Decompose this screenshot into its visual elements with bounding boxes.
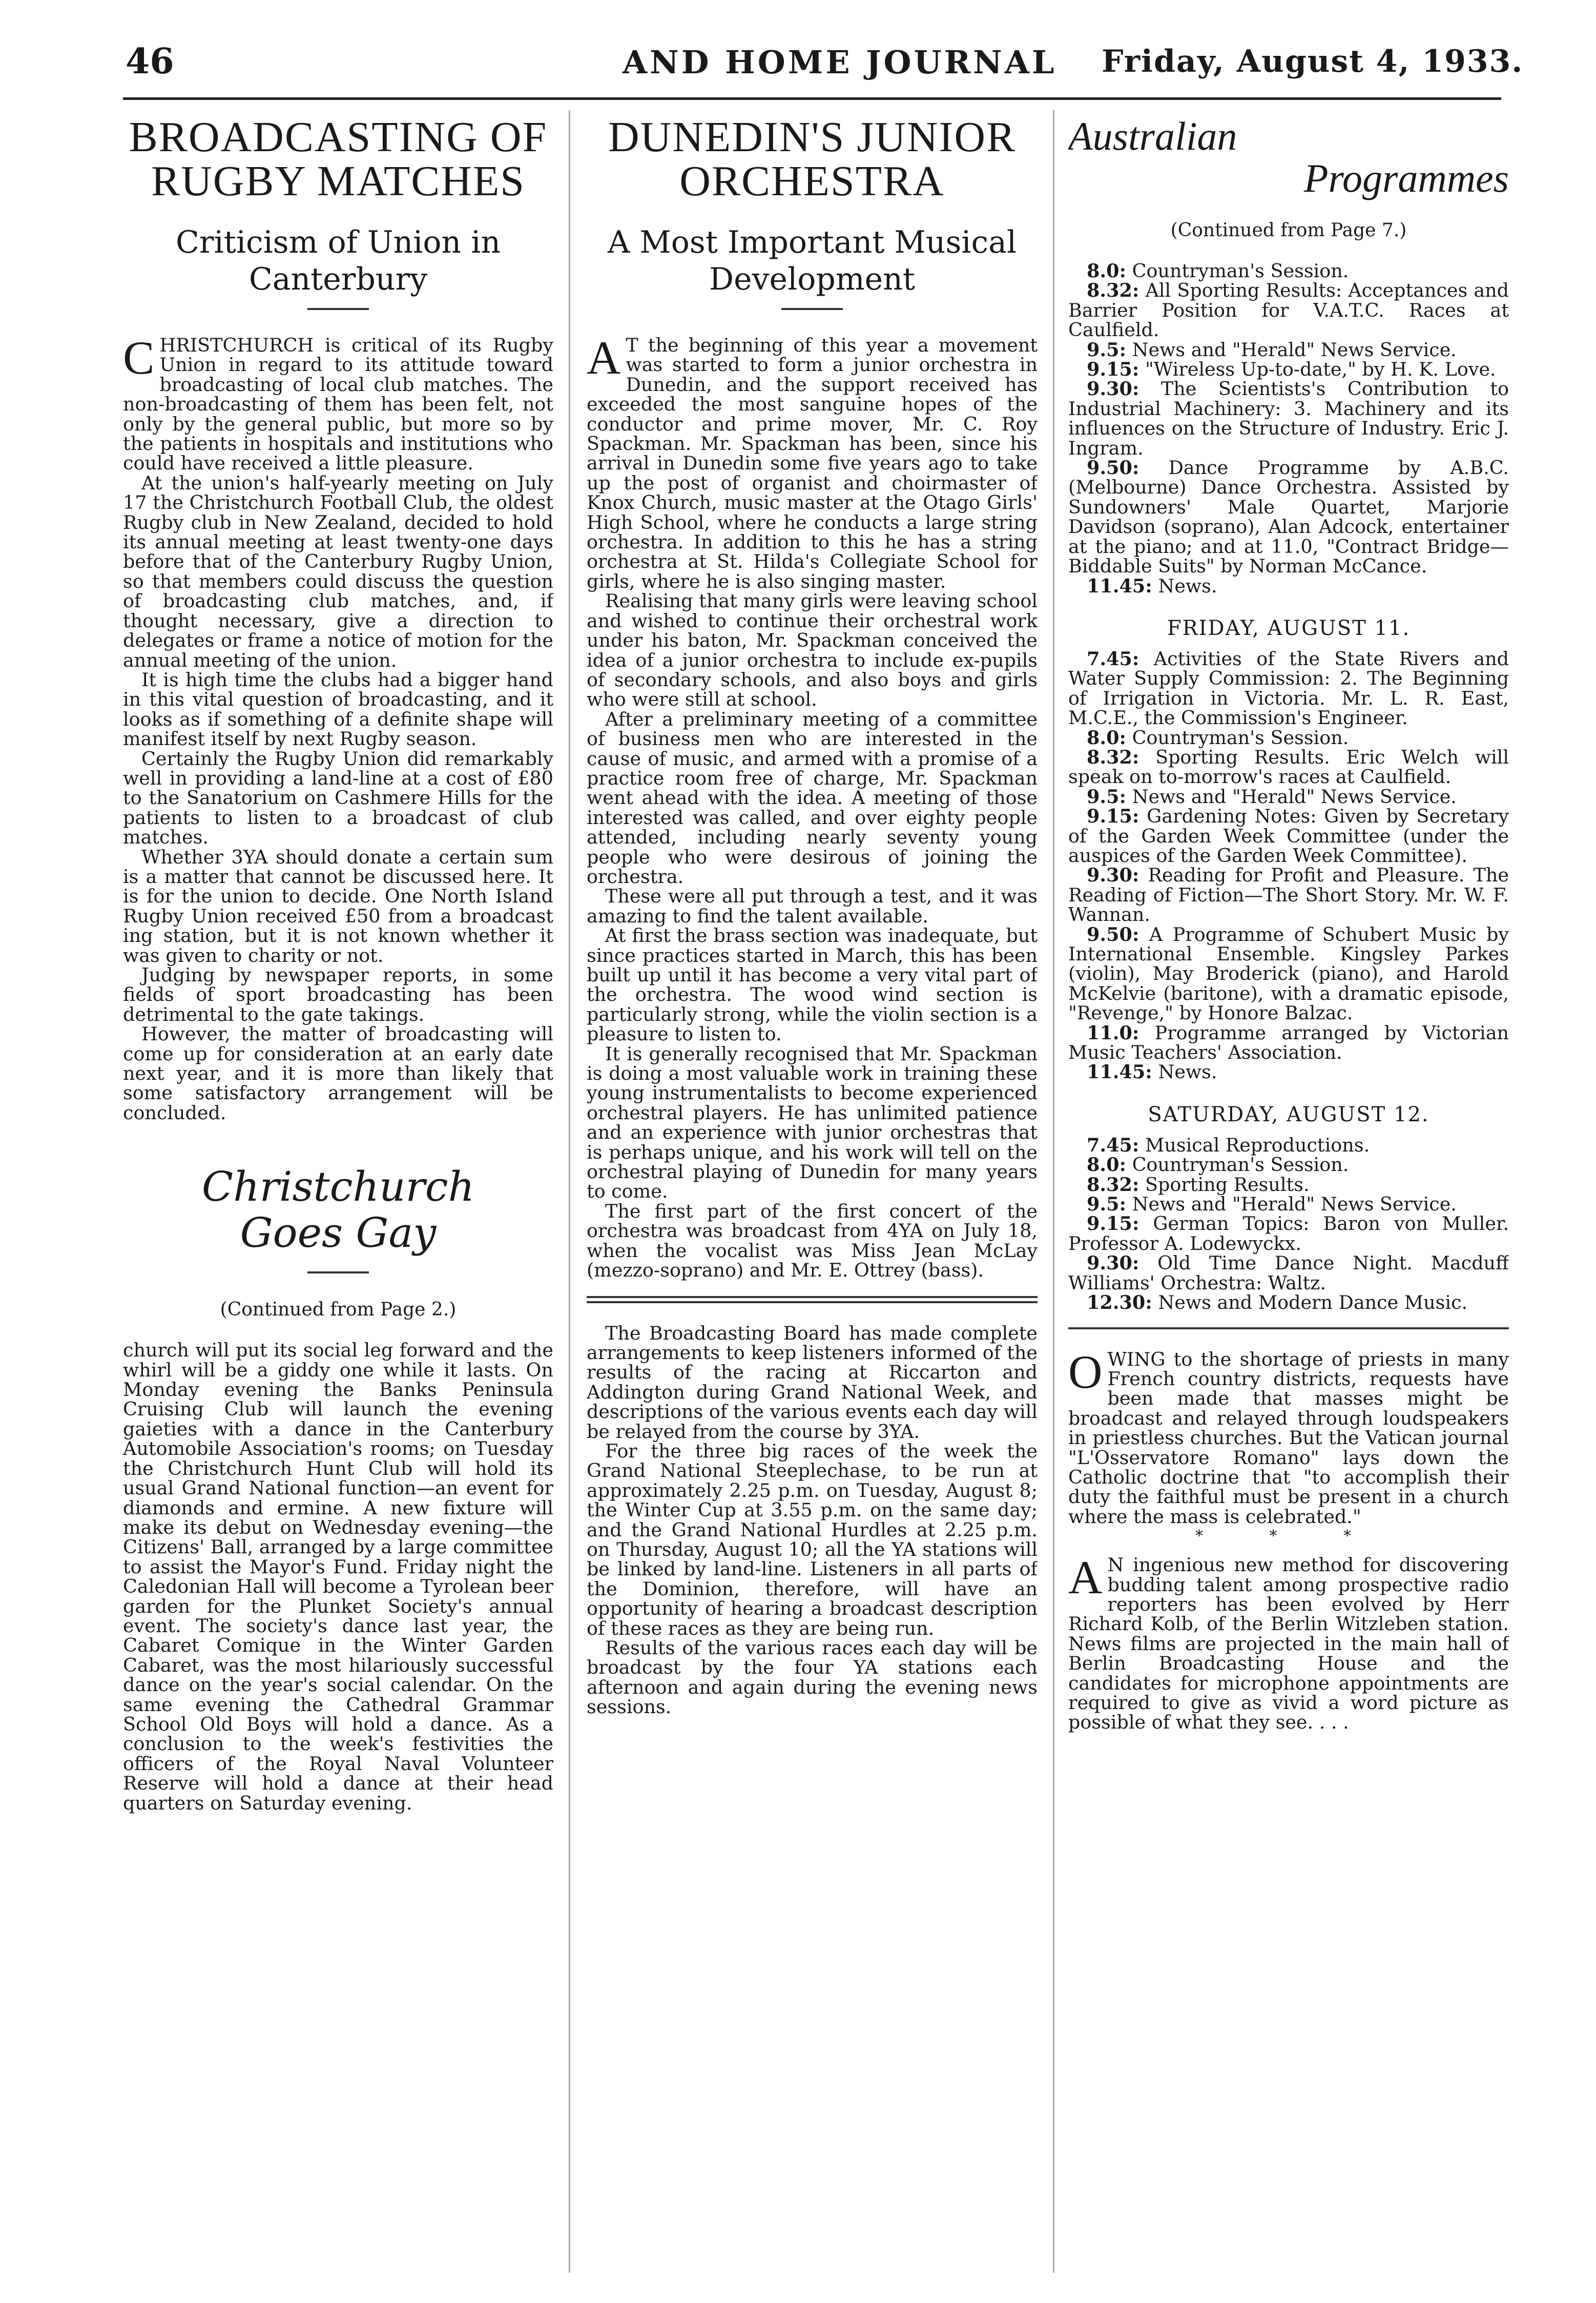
programme-text: Reading for Profit and Pleasure. The Reading of Fiction—The Short Story. Mr. W. F. Wannan. [1068,864,1509,926]
programme-time: 9.50: [1087,457,1139,479]
programme-text: Activities of the State Rivers and Water Supply Commission: 2. The Beginning of Irrigation in Victoria. Mr. L. R. East, M.C.E., the Commission's Engineer. [1068,647,1509,729]
programme-text: Countryman's Session. [1132,726,1349,749]
programme-item [1068,1175,1509,1195]
programme-text: News. [1158,574,1217,597]
column-orchestra [587,108,1038,2286]
article-paragraph: Whether 3YA should donate a certain sum is a matter that cannot be discussed here. It is for the union to decide. One North Island Rugby Union received £50 from a broadcast ing station, but it is not known whether it was given to charity or not. [123,846,553,967]
programme-text: All Sporting Results: Acceptances and Barrier Position for V.A.T.C. Races at Caulfield. [1068,279,1509,341]
programme-item [1068,787,1509,807]
issue-date: Friday, August 4, 1933. [1102,44,1524,79]
column-divider [1053,110,1054,2273]
column-programmes [1068,108,1509,2286]
programme-time: 9.30: [1087,378,1139,400]
continued-note: (Continued from Page 2.) [220,1299,457,1321]
article-paragraph: At first the brass section was inadequate, but since practices started in March, this has been built up until it has become a very vital part of the orchestra. The wood wind section is particularly strong, while the violin section is a pleasure to listen to. [587,924,1038,1045]
article-subhead: A Most Important Musical Development [607,224,1017,297]
article-headline: Australian Programmes [1068,114,1509,200]
article-paragraph: At the union's half-yearly meeting on July 17 the Christchurch Football Club, the oldest Rugby club in New Zealand, decided to hold its annual meeting at least twenty-one days before that of the Canterbury Rugby Union, so that members could discuss the question of broadcasting club matches, and, if thought necessary, give a direction to delegates or frame a notice of motion for the annual meeting of the union. [123,471,553,671]
programme-item [1068,728,1509,748]
programme-item [1068,1214,1509,1253]
programme-time: 8.32: [1087,746,1139,768]
programme-time: 9.5: [1087,338,1126,361]
divider [307,308,369,310]
article-subhead: Criticism of Union in Canterbury [175,224,501,297]
article-headline: Christchurch Goes Gay [201,1163,475,1257]
article-paragraph: After a preliminary meeting of a committee of business men who are interested in the cause of music, and armed with a promise of a practice room free of charge, Mr. Spackman went ahead with the idea. A meeting of those interested was called, and over eighty people attended, including nearly seventy young people who were desirous of joining the orchestra. [587,708,1038,888]
programme-time: 9.50: [1087,923,1139,945]
programme-text: Sporting Results. Eric Welch will speak on to-morrow's races at Caulfield. [1068,746,1509,788]
programme-item [1068,649,1509,728]
article-paragraph: It is high time the clubs had a bigger hand in this vital question of broadcasting, and it looks as if something of a definite shape will manifest itself by next Rugby season. [123,668,553,750]
section-stars: * * * [1195,1527,1382,1546]
programme-time: 9.15: [1087,1212,1139,1235]
programme-item [1068,1253,1509,1293]
programme-item [1068,1195,1509,1214]
article-paragraph: Certainly the Rugby Union did remarkably well in providing a land-line at a cost of £80 to the Sanatorium on Cashmere Hills for the patients to listen to a broadcast of club matches. [123,747,553,849]
header-rule [123,97,1501,100]
divider [587,1296,1038,1303]
programme-item [1068,360,1509,379]
programme-text: "Wireless Up-to-date," by H. K. Love. [1145,358,1496,381]
programme-text: Programme arranged by Victorian Music Teachers' Association. [1068,1021,1509,1064]
article-paragraph: CHRISTCHURCH is critical of its Rugby Union in regard to its attitude toward broadcasting of local club matches. The non-broadcasting of them has been felt, not only by the general public, but more so by the patients in hospitals and institutions who could have received a little pleasure. [123,332,553,475]
drop-cap: A [1068,1551,1103,1604]
page-number: 46 [126,41,174,82]
article-paragraph: OWING to the shortage of priests in many French country districts, requests have been made that masses might be broadcast and relayed through loudspeakers in priestless churches. But the Vatican journal "L'Osservatore Romano" lays down the Catholic doctrine that "to accomplish their duty the faithful must be present in a church where the mass is celebrated." [1068,1345,1509,1528]
programme-text: Countryman's Session. [1132,1154,1349,1176]
divider [1068,1327,1509,1329]
day-heading: FRIDAY, AUGUST 11. [1167,616,1411,640]
article-paragraph: Realising that many girls were leaving school and wished to continue their orchestral work under his baton, Mr. Spackman conceived the idea of a junior orchestra to include ex-pupils of secondary schools, and also boys and girls who were still at school. [587,590,1038,711]
drop-cap: O [1068,1345,1103,1398]
programme-text: A Programme of Schubert Music by International Ensemble. Kingsley Parkes (violin), May Broderick (piano), and Harold McKelvie (baritone), with a dramatic episode, "Revenge," by Honore Balzac. [1068,923,1509,1024]
programme-time: 9.30: [1087,864,1139,887]
programme-item [1068,1155,1509,1175]
programme-item [1068,1062,1509,1082]
page-header [0,0,1596,102]
programme-item [1068,866,1509,924]
programme-text: News and "Herald" News Service. [1132,785,1457,808]
programme-item [1068,748,1509,787]
programme-item [1068,340,1509,360]
programme-item [1068,458,1509,576]
article-paragraph: It is generally recognised that Mr. Spackman is doing a most valuable work in training these young instrumentalists to become experienced orchestral players. He has unlimited patience and an experience with junior orchestras that is perhaps unique, and his work will tell on the orchestral playing of Dunedin for many years to come. [587,1042,1038,1203]
programme-item [1068,261,1509,281]
programme-time: 8.0: [1087,260,1126,282]
programme-time: 8.0: [1087,726,1126,749]
programme-time: 9.30: [1087,1252,1139,1274]
programme-time: 7.45: [1087,647,1139,670]
article-paragraph: Judging by newspaper reports, in some fields of sport broadcasting has been detrimental to the gate takings. [123,964,553,1025]
article-paragraph: A N ingenious new method for discovering budding talent among prospective radio reporters has been evolved by Herr Richard Kolb, of the Berlin Witzleben station. News films are projected in the main hall of Berlin Broadcasting House and the candidates for microphone appointments are required to give as vivid a word picture as possible of what they see. . . . [1068,1551,1509,1734]
programme-time: 9.5: [1087,785,1126,808]
programme-item [1068,807,1509,866]
programme-item [1068,1023,1509,1063]
programme-text: Gardening Notes: Given by Secretary of the Garden Week Committee (under the auspices of the Garden Week Committee). [1068,805,1509,867]
programme-time: 8.32: [1087,279,1139,302]
programme-text: Musical Reproductions. [1145,1134,1370,1156]
column-rugby [123,108,553,2286]
article-paragraph: The first part of the first concert of the orchestra was broadcast from 4YA on July 18, when the vocalist was Miss Jean McLay (mezzo-soprano) and Mr. E. Ottrey (bass). [587,1200,1038,1282]
programme-text: News and "Herald" News Service. [1132,1193,1457,1216]
programme-item [1068,1293,1509,1312]
programme-time: 9.15: [1087,805,1139,828]
continued-note: (Continued from Page 7.) [1170,220,1407,241]
article-headline: DUNEDIN'S JUNIOR ORCHESTRA [608,113,1017,205]
programme-time: 11.0: [1087,1021,1139,1044]
programme-text: News and "Herald" News Service. [1132,338,1457,361]
programme-time: 11.45: [1087,574,1152,597]
programme-time: 9.15: [1087,358,1139,381]
divider [781,308,843,310]
programme-text: News. [1158,1061,1217,1083]
programme-text: News and Modern Dance Music. [1158,1291,1468,1314]
programme-item [1068,379,1509,458]
article-paragraph: Results of the various races each day will be broadcast by the four YA stations each afternoon and again during the evening news sessions. [587,1637,1038,1718]
programme-text: Dance Programme by A.B.C. (Melbourne) Dance Orchestra. Assisted by Sundowners' Male Quartet, Marjorie Davidson (soprano), Alan Adcock, entertainer at the piano; and at 11.0, "Contract Bridge—Biddable Suits" by Norman McCance. [1068,457,1509,578]
programme-time: 8.32: [1087,1173,1139,1196]
column-divider [569,110,570,2273]
article-paragraph: However, the matter of broadcasting will come up for consideration at an early date next year, and it is more than likely that some satisfactory arrangement will be concluded. [123,1023,553,1124]
programme-time: 8.0: [1087,1154,1126,1176]
journal-name: AND HOME JOURNAL [623,44,1057,81]
programme-text: German Topics: Baron von Muller. Professor A. Lodewyckx. [1068,1212,1509,1255]
article-paragraph: The Broadcasting Board has made complete arrangements to keep listeners informed of the results of the racing at Riccarton and Addington during Grand National Week, and descriptions of the various events each day will be relayed from the course by 3YA. [587,1322,1038,1443]
article-paragraph: For the three big races of the week the Grand National Steeplechase, to be run at approximately 2.25 p.m. on Tuesday, August 8; the Winter Cup at 3.55 p.m. on the same day; and the Grand National Hurdles at 2.25 p.m. on Thursday, August 10; all the YA stations will be linked by land-line. Listeners in all parts of the Dominion, therefore, will have an opportunity of hearing a broadcast description of these races as they are being run. [587,1440,1038,1639]
article-paragraph: church will put its social leg forward and the whirl will be a giddy one while it lasts. On Monday evening the Banks Peninsula Cruising Club will launch the evening gaieties with a dance in the Canterbury Automobile Association's rooms; on Tuesday the Christchurch Hunt Club will hold its usual Grand National function—an event for diamonds and ermine. A new fixture will make its debut on Wednesday evening—the Citizens' Ball, arranged by a large committee to assist the Mayor's Fund. Friday night the Caledonian Hall will become a Tyrolean beer garden for the Plunket Society's annual event. The society's dance last year, the Cabaret Comique in the Winter Garden Cabaret, was the most hilariously successful dance on the year's social calendar. On the same evening the Cathedral Grammar School Old Boys will hold a dance. As a conclusion to the week's festivities the officers of the Royal Naval Volunteer Reserve will hold a dance at their head quarters on Saturday evening. [123,1339,553,1814]
article-paragraph: These were all put through a test, and it was amazing to find the talent available. [587,885,1038,927]
programme-time: 9.5: [1087,1193,1126,1216]
drop-cap: C [123,332,155,384]
programme-text: Sporting Results. [1145,1173,1310,1196]
day-heading: SATURDAY, AUGUST 12. [1148,1102,1429,1126]
programme-time: 12.30: [1087,1291,1152,1314]
article-headline: BROADCASTING OF RUGBY MATCHES [129,113,548,205]
programme-item [1068,1136,1509,1155]
programme-item [1068,925,1509,1023]
drop-cap: A [587,332,621,384]
programme-text: Old Time Dance Night. Macduff Williams' Orchestra: Waltz. [1068,1252,1509,1294]
programme-time: 11.45: [1087,1061,1152,1083]
programme-text: The Scientists's Contribution to Industrial Machinery: 3. Machinery and its influences on the Structure of Industry. Eric J. Ingram. [1068,378,1509,459]
programme-list [1068,649,1509,1082]
programme-item [1068,574,1509,597]
programme-text: Countryman's Session. [1132,260,1349,282]
programme-time: 7.45: [1087,1134,1139,1156]
programme-list [1068,261,1509,596]
article-paragraph: A T the beginning of this year a movement was started to form a junior orchestra in Dunedin, and the support received has exceeded the most sanguine hopes of the conductor and prime mover, Mr. C. Roy Spackman. Mr. Spackman has been, since his arrival in Dunedin some five years ago to take up the post of organist and choirmaster of Knox Church, music master at the Otago Girls' High School, where he conducts a large string orchestra. In addition to this he has a string orchestra at St. Hilda's Collegiate School for girls, where he is also singing master. [587,332,1038,592]
programme-item [1068,281,1509,340]
divider [307,1271,369,1273]
programme-list [1068,1136,1509,1313]
